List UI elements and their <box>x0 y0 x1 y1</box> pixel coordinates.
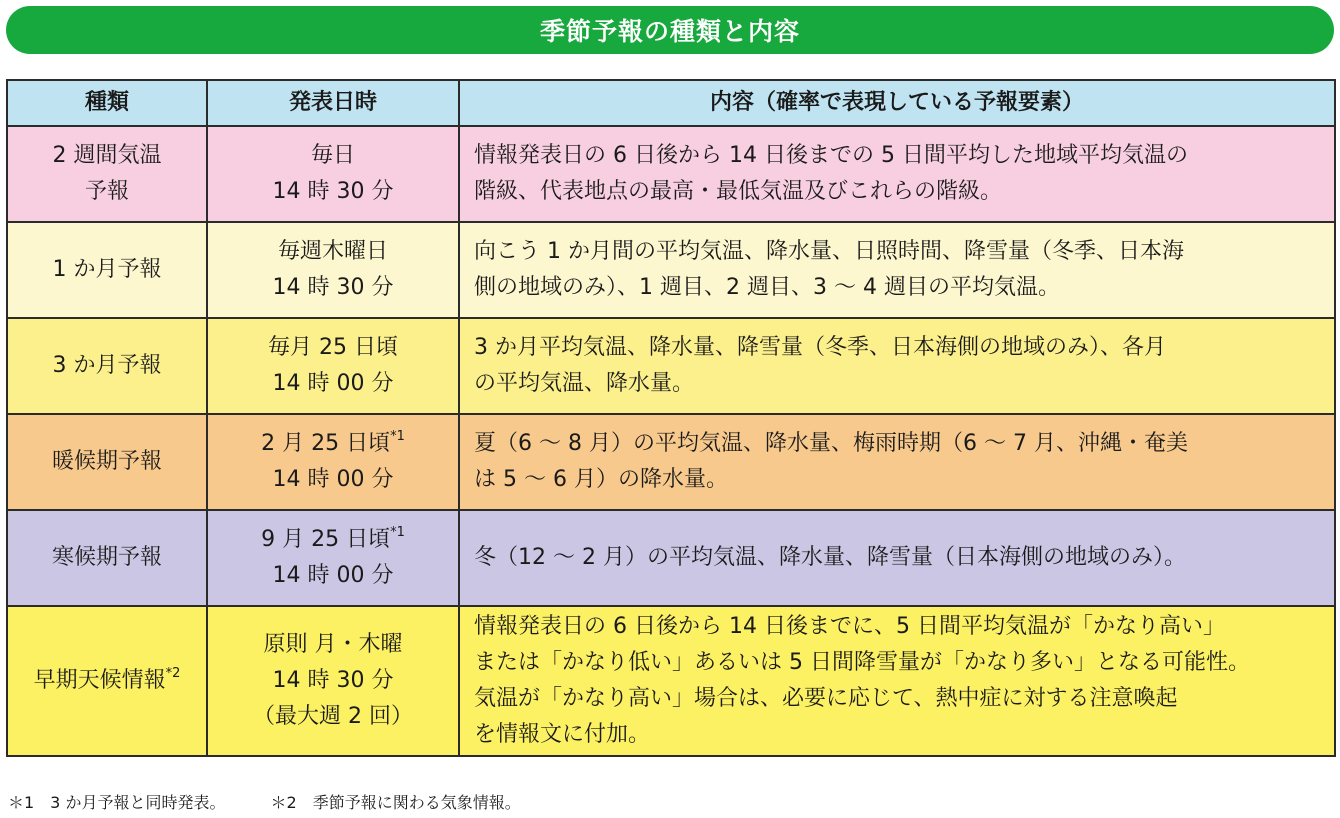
type-text: 3 か月予報 <box>52 353 162 378</box>
date-cell <box>207 126 459 222</box>
content-text: 情報発表日の 6 日後から 14 日後までの 5 日間平均した地域平均気温の <box>474 143 1188 168</box>
date-text: 14 時 30 分 <box>272 668 394 693</box>
footnotes <box>8 790 561 813</box>
type-line <box>8 663 206 699</box>
date-text: 毎日 <box>310 143 355 168</box>
date-text: 9 月 25 日頃 <box>261 527 391 552</box>
date-text: 14 時 00 分 <box>272 563 394 588</box>
date-text: 2 月 25 日頃 <box>261 431 391 456</box>
type-text: 寒候期予報 <box>51 545 162 570</box>
content-text: は 5 ～ 6 月）の降水量。 <box>474 467 728 492</box>
type-text: 予報 <box>84 179 129 204</box>
content-cell <box>459 414 1335 510</box>
content-text: 側の地域のみ）、1 週目、2 週目、3 ～ 4 週目の平均気温。 <box>474 275 1060 300</box>
content-text: 階級、代表地点の最高・最低気温及びこれらの階級。 <box>474 179 1003 204</box>
content-cell <box>459 126 1335 222</box>
type-text: 早期天候情報 <box>33 668 166 693</box>
date-text: 毎週木曜日 <box>277 239 388 264</box>
seasonal-forecast-table <box>6 79 1336 757</box>
content-text: を情報文に付加。 <box>474 722 651 747</box>
footnote-2: ＊2 季節予報に関わる気象情報。 <box>270 793 521 812</box>
content-text: 向こう 1 か月間の平均気温、降水量、日照時間、降雪量（冬季、日本海 <box>474 239 1184 264</box>
content-text: 夏（6 ～ 8 月）の平均気温、降水量、梅雨時期（6 ～ 7 月、沖縄・奄美 <box>474 431 1188 456</box>
type-text: 1 か月予報 <box>52 257 162 282</box>
footnote-1: ＊1 3 か月予報と同時発表。 <box>8 793 226 812</box>
type-text: 暖候期予報 <box>51 449 162 474</box>
footnote-marker: *2 <box>165 666 181 681</box>
content-text: の平均気温、降水量。 <box>474 371 695 396</box>
date-text: 原則 月・木曜 <box>263 632 403 657</box>
footnote-marker: *1 <box>390 429 405 444</box>
table-row <box>7 606 1335 756</box>
content-cell <box>459 606 1335 756</box>
type-cell <box>7 606 207 756</box>
date-cell <box>207 510 459 606</box>
table-row <box>7 414 1335 510</box>
content-text: 気温が「かなり高い」場合は、必要に応じて、熱中症に対する注意喚起 <box>474 686 1178 711</box>
type-cell <box>7 126 207 222</box>
content-cell <box>459 222 1335 318</box>
content-text: 情報発表日の 6 日後から 14 日後までに、5 日間平均気温が「かなり高い」 <box>474 614 1225 639</box>
header-date: 発表日時 <box>207 80 459 126</box>
date-cell <box>207 606 459 756</box>
date-text: 毎月 25 日頃 <box>268 335 398 360</box>
table-row <box>7 318 1335 414</box>
type-cell <box>7 414 207 510</box>
date-cell <box>207 318 459 414</box>
table-row <box>7 510 1335 606</box>
date-text: 14 時 30 分 <box>272 275 394 300</box>
content-cell <box>459 318 1335 414</box>
table-header-row <box>7 80 1335 126</box>
type-cell <box>7 510 207 606</box>
content-text: または「かなり低い」あるいは 5 日間降雪量が「かなり多い」となる可能性。 <box>474 650 1250 675</box>
date-cell <box>207 222 459 318</box>
date-cell <box>207 414 459 510</box>
date-text: （最大週 2 回） <box>253 704 413 729</box>
type-cell <box>7 222 207 318</box>
content-cell <box>459 510 1335 606</box>
header-type: 種類 <box>7 80 207 126</box>
header-content: 内容（確率で表現している予報要素） <box>459 80 1335 126</box>
date-text: 14 時 30 分 <box>272 179 394 204</box>
date-line <box>208 426 458 462</box>
date-text: 14 時 00 分 <box>272 467 394 492</box>
content-text: 冬（12 ～ 2 月）の平均気温、降水量、降雪量（日本海側の地域のみ）。 <box>474 545 1186 570</box>
page-title: 季節予報の種類と内容 <box>6 6 1334 54</box>
date-text: 14 時 00 分 <box>272 371 394 396</box>
footnote-marker: *1 <box>390 525 405 540</box>
date-line <box>208 522 458 558</box>
type-text: 2 週間気温 <box>52 143 162 168</box>
table-row <box>7 222 1335 318</box>
table-row <box>7 126 1335 222</box>
content-text: 3 か月平均気温、降水量、降雪量（冬季、日本海側の地域のみ）、各月 <box>474 335 1166 360</box>
type-cell <box>7 318 207 414</box>
